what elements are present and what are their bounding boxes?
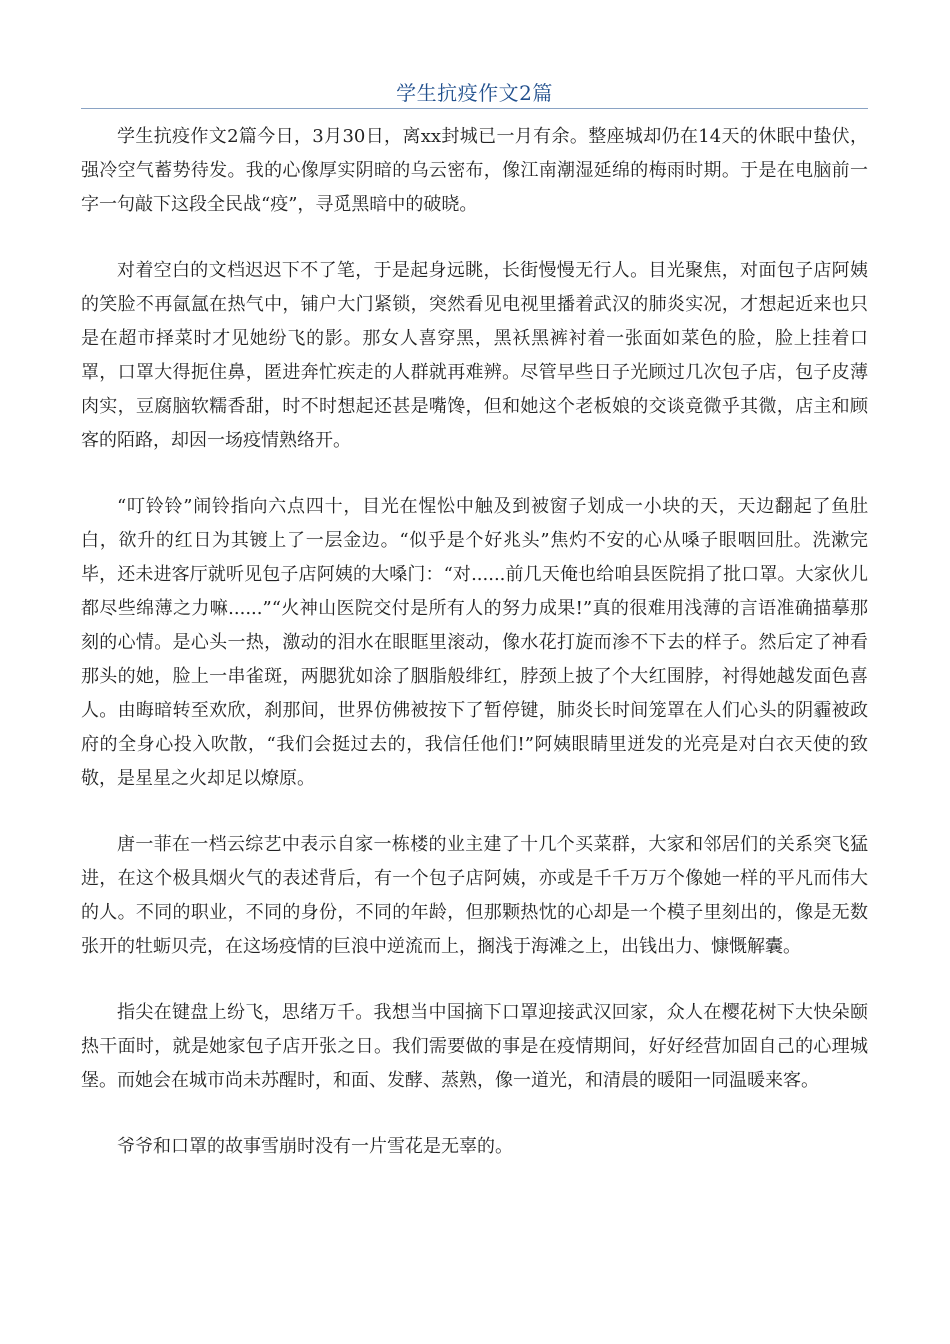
paragraph-3: “叮铃铃”闹铃指向六点四十，目光在惺忪中触及到被窗子划成一小块的天，天边翻起了鱼肚白，欲升的红日为其镀上了一层金边。“似乎是个好兆头”焦灼不安的心从嗓子眼咽回肚。洗漱完毕，还未进客厅就听见包子店阿姨的大嗓门：“对......前几天俺也给咱县医院捐了批口罩。大家伙儿都尽些绵薄之力嘛......”“火神山医院交付是所有人的努力成果!”真的很难用浅薄的言语准确描摹那刻的心情。是心头一热，激动的泪水在眼眶里滚动，像水花打旋而渗不下去的样子。然后定了神看那头的她，脸上一串雀斑，两腮犹如涂了胭脂般绯红，脖颈上披了个大红围脖，衬得她越发面色喜人。由晦暗转至欢欣，刹那间，世界仿佛被按下了暂停键，肺炎长时间笼罩在人们心头的阴霾被政府的全身心投入吹散，“我们会挺过去的，我信任他们!”阿姨眼睛里迸发的光亮是对白衣天使的致敬，是星星之火却足以燎原。 bbox=[81, 496, 868, 789]
paragraph-1: 学生抗疫作文2篇今日，3月30日，离xx封城已一月有余。整座城却仍在14天的休眠中蛰伏，强冷空气蓄势待发。我的心像厚实阴暗的乌云密布，像江南潮湿延绵的梅雨时期。于是在电脑前一字一句敲下这段全民战“疫”，寻觅黑暗中的破晓。 bbox=[81, 126, 868, 215]
paragraph-5: 指尖在键盘上纷飞，思绪万千。我想当中国摘下口罩迎接武汉回家，众人在樱花树下大快朵颐热干面时，就是她家包子店开张之日。我们需要做的事是在疫情期间，好好经营加固自己的心理城堡。而她会在城市尚未苏醒时，和面、发酵、蒸熟，像一道光，和清晨的暖阳一同温暖来客。 bbox=[81, 1002, 868, 1091]
title-divider bbox=[81, 108, 868, 109]
paragraph-4: 唐一菲在一档云综艺中表示自家一栋楼的业主建了十几个买菜群，大家和邻居们的关系突飞猛进，在这个极具烟火气的表述背后，有一个包子店阿姨，亦或是千千万万个像她一样的平凡而伟大的人。不同的职业，不同的身份，不同的年龄，但那颗热忱的心却是一个模子里刻出的，像是无数张开的牡蛎贝壳，在这场疫情的巨浪中逆流而上，搁浅于海滩之上，出钱出力、慷慨解囊。 bbox=[81, 834, 868, 957]
document-body bbox=[81, 120, 868, 1164]
document-title: 学生抗疫作文2篇 bbox=[396, 81, 553, 105]
paragraph-6: 爷爷和口罩的故事雪崩时没有一片雪花是无辜的。 bbox=[117, 1136, 513, 1157]
paragraph-2: 对着空白的文档迟迟下不了笔，于是起身远眺，长街慢慢无行人。目光聚焦，对面包子店阿姨的笑脸不再氤氲在热气中，铺户大门紧锁，突然看见电视里播着武汉的肺炎实况，才想起近来也只是在超市择菜时才见她纷飞的影。那女人喜穿黑，黑袄黑裤衬着一张面如菜色的脸，脸上挂着口罩，口罩大得扼住鼻，匿进奔忙疾走的人群就再难辨。尽管早些日子光顾过几次包子店，包子皮薄肉实，豆腐脑软糯香甜，时不时想起还甚是嘴馋，但和她这个老板娘的交谈竟微乎其微，店主和顾客的陌路，却因一场疫情熟络开。 bbox=[81, 260, 868, 451]
